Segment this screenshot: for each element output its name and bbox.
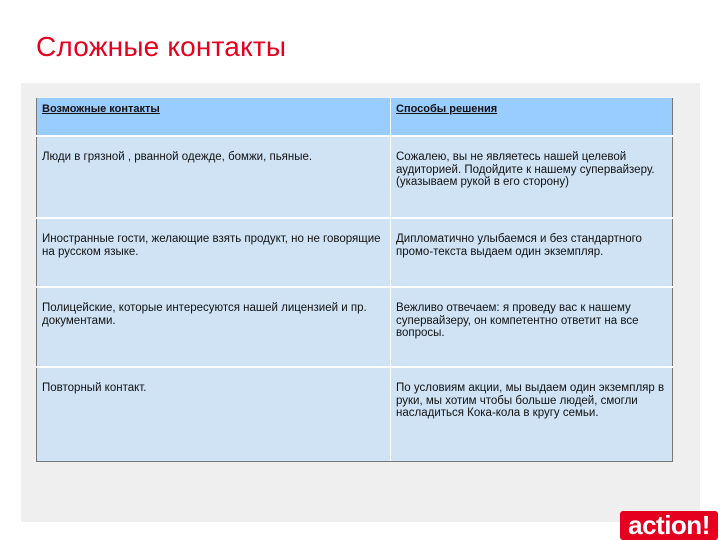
table-row [37,218,673,287]
table-row [37,136,673,218]
solution-cell: По условиям акции, мы выдаем один экземпляр в руки, мы хотим чтобы больше людей, смогли насладиться Кока-кола в кругу семьи. [391,367,673,461]
header-possible-contacts: Возможные контакты [37,98,391,136]
contact-cell: Люди в грязной , рванной одежде, бомжи, пьяные. [37,136,391,218]
slide-title: Сложные контакты [36,31,287,62]
contact-cell: Повторный контакт. [37,367,391,461]
contact-cell: Полицейские, которые интересуются нашей лицензией и пр. документами. [37,287,391,367]
solution-cell: Дипломатично улыбаемся и без стандартного промо-текста выдаем один экземпляр. [391,218,673,287]
action-logo: action! [620,511,718,540]
contact-cell: Иностранные гости, желающие взять продукт, но не говорящие на русском языке. [37,218,391,287]
table-row [37,287,673,367]
solution-cell: Вежливо отвечаем: я проведу вас к нашему супервайзеру, он компетентно ответит на все вопросы. [391,287,673,367]
contacts-table [36,98,673,462]
solution-cell: Сожалею, вы не являетесь нашей целевой аудиторией. Подойдите к нашему супервайзеру. (указываем рукой в его сторону) [391,136,673,218]
table-row [37,367,673,461]
table-header-row [37,98,673,136]
header-solutions: Способы решения [391,98,673,136]
